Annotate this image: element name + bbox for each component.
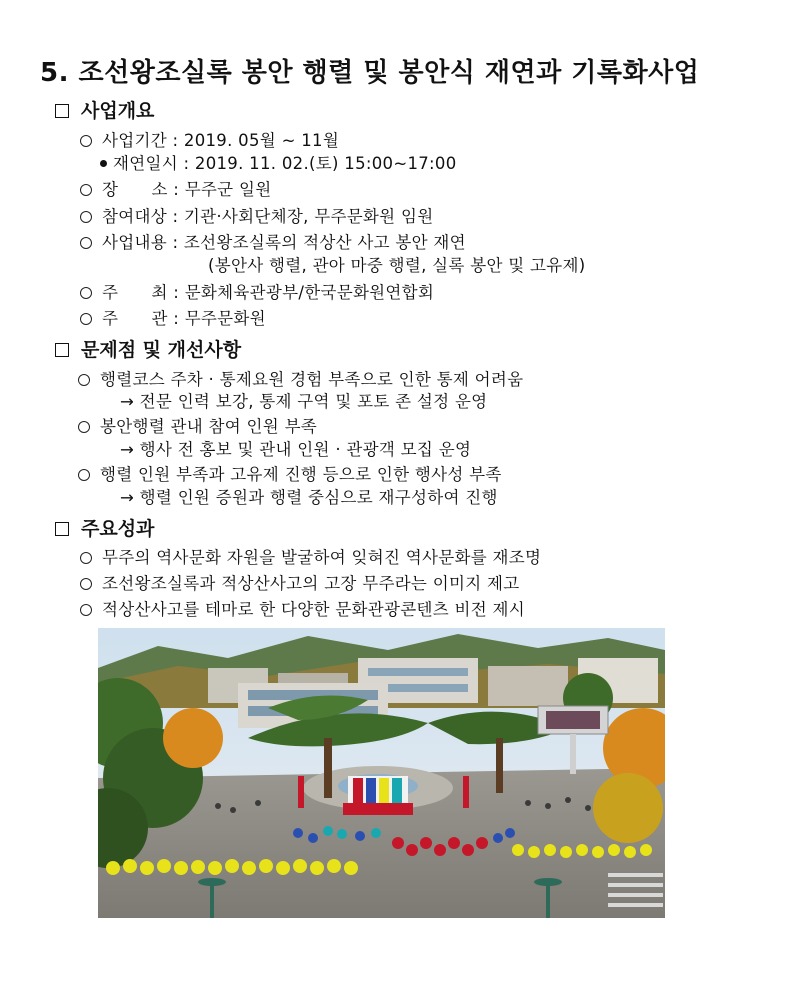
circle-bullet-icon (78, 421, 90, 433)
overview-place: 장 소 : 무주군 일원 (80, 176, 271, 200)
circle-bullet-icon (78, 374, 90, 386)
result-item: 조선왕조실록과 적상산사고의 고장 무주라는 이미지 제고 (80, 570, 519, 594)
result-item: 무주의 역사문화 자원을 발굴하여 잊혀진 역사문화를 재조명 (80, 544, 541, 568)
section-heading-issues (55, 335, 241, 362)
square-bullet-icon (55, 522, 69, 536)
circle-bullet-icon (80, 211, 92, 223)
overview-host: 주 최 : 문화체육관광부/한국문화원연합회 (80, 279, 434, 303)
issue-problem: 행렬 인원 부족과 고유제 진행 등으로 인한 행사성 부족 (78, 461, 502, 485)
issue-problem: 봉안행렬 관내 참여 인원 부족 (78, 413, 317, 437)
circle-bullet-icon (80, 135, 92, 147)
ceremony-photo (98, 628, 665, 918)
issue-problem: 행렬코스 주차 · 통제요원 경험 부족으로 인한 통제 어려움 (78, 366, 523, 390)
overview-event-date: 재연일시 : 2019. 11. 02.(토) 15:00~17:00 (100, 150, 457, 174)
issue-solution: → 행사 전 홍보 및 관내 인원 · 관광객 모집 운영 (120, 440, 472, 459)
circle-bullet-icon (78, 469, 90, 481)
section-heading-text: 사업개요 (81, 100, 155, 122)
circle-bullet-icon (80, 578, 92, 590)
square-bullet-icon (55, 104, 69, 118)
overview-content-detail: (봉안사 행렬, 관아 마중 행렬, 실록 봉안 및 고유제) (208, 256, 586, 275)
page-title: 5. 조선왕조실록 봉안 행렬 및 봉안식 재연과 기록화사업 (40, 58, 700, 88)
overview-content: 사업내용 : 조선왕조실록의 적상산 사고 봉안 재연 (80, 229, 466, 253)
result-item: 적상산사고를 테마로 한 다양한 문화관광콘텐츠 비전 제시 (80, 596, 525, 620)
overview-organizer: 주 관 : 무주문화원 (80, 305, 266, 329)
circle-bullet-icon (80, 287, 92, 299)
circle-bullet-icon (80, 552, 92, 564)
circle-bullet-icon (80, 604, 92, 616)
square-bullet-icon (55, 343, 69, 357)
circle-bullet-icon (80, 184, 92, 196)
section-heading-text: 문제점 및 개선사항 (81, 339, 242, 361)
section-heading-results (55, 514, 154, 541)
section-heading-overview (55, 96, 154, 123)
issue-solution: → 전문 인력 보강, 통제 구역 및 포토 존 설정 운영 (120, 392, 488, 411)
dot-bullet-icon (100, 160, 107, 167)
section-heading-text: 주요성과 (81, 518, 155, 540)
issue-solution: → 행렬 인원 증원과 행렬 중심으로 재구성하여 진행 (120, 488, 498, 507)
circle-bullet-icon (80, 237, 92, 249)
overview-participants: 참여대상 : 기관·사회단체장, 무주문화원 임원 (80, 203, 433, 227)
overview-period: 사업기간 : 2019. 05월 ~ 11월 (80, 127, 339, 151)
ceremony-photo-illustration (98, 628, 665, 918)
circle-bullet-icon (80, 313, 92, 325)
